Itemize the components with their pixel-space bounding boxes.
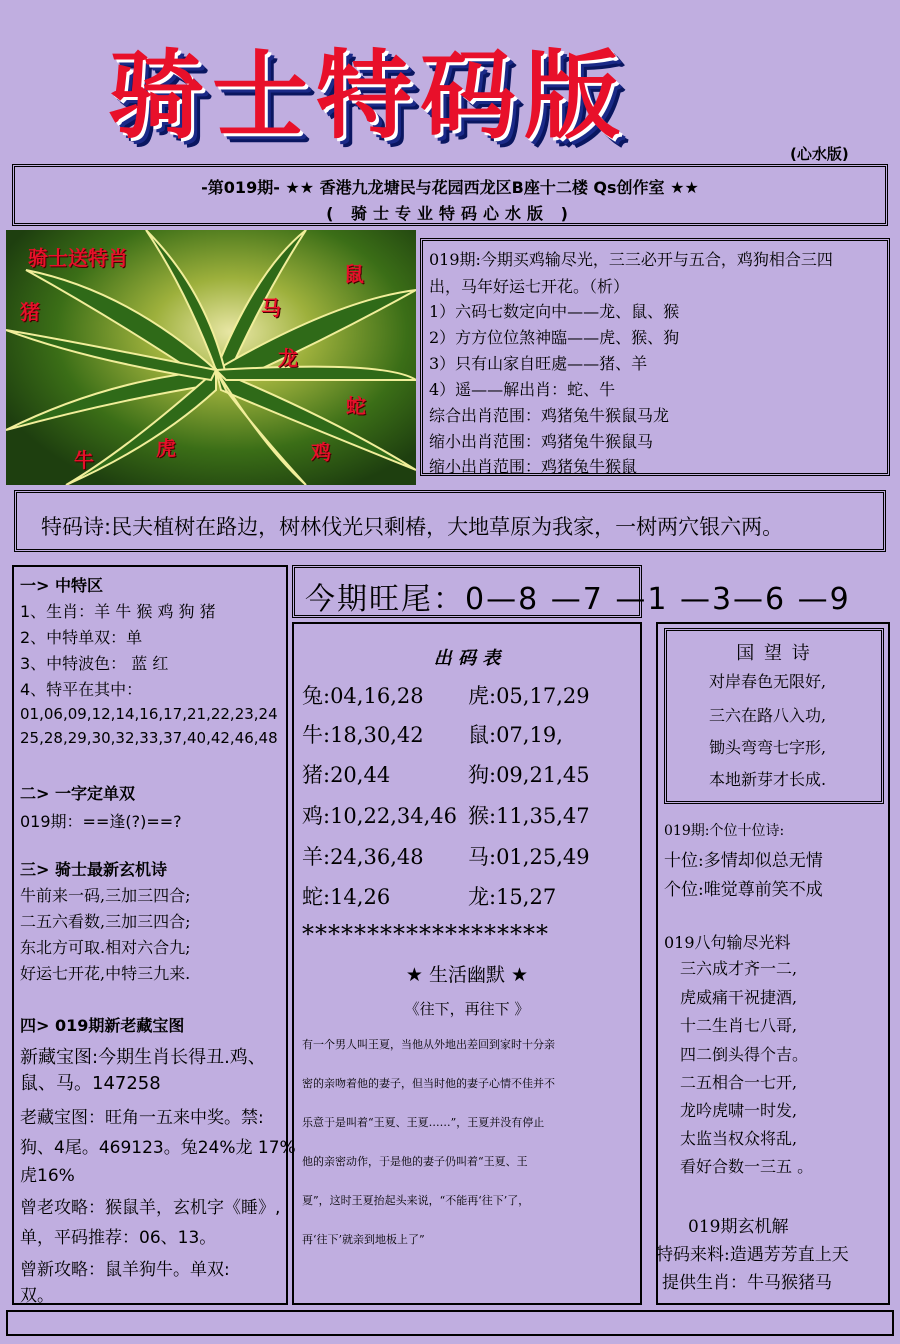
strategy-row: 曾新攻略：鼠羊狗牛。单双:	[20, 1260, 230, 1280]
table-cell: 狗:09,21,45	[468, 763, 590, 787]
zone-row: 3、中特波色： 蓝 红	[20, 654, 169, 673]
edition-label: (心水版)	[790, 145, 849, 163]
table-cell: 鸡:10,22,34,46	[302, 804, 457, 828]
header-line-2: ( 骑士专业特码心水版 )	[326, 204, 574, 223]
eight-row: 虎威痛干祝捷酒,	[680, 988, 798, 1007]
guowang-row: 三六在路八入功,	[709, 706, 827, 725]
story-line: 有一个男人叫王夏，当他从外地出差回到家时十分亲	[302, 1038, 555, 1051]
story-line: 他的亲密动作，于是他的妻子仍叫着“王夏、王	[302, 1155, 528, 1168]
section-title: 四> 019期新老藏宝图	[20, 1016, 185, 1035]
tail-text: 今期旺尾：0—8 —7 —1 —3—6 —9	[305, 582, 851, 617]
zone-row: 1、生肖：羊 牛 猴 鸡 狗 猪	[20, 602, 216, 621]
plant-photo	[6, 230, 416, 485]
star-divider: *******************	[302, 920, 549, 948]
treasure-row: 老藏宝图：旺角一五来中奖。禁:	[20, 1108, 264, 1128]
analysis-row: 2）方方位位煞神臨——虎、猴、狗	[429, 328, 680, 347]
analysis-row: 缩小出肖范围：鸡猪兔牛猴鼠马	[429, 432, 654, 451]
verse-row: 牛前来一码,三加三四合;	[20, 886, 191, 905]
table-cell: 龙:15,27	[468, 885, 557, 909]
page-title: 骑士特码版	[108, 40, 628, 152]
analysis-intro: 019期:今期买鸡输尽光，三三必开与五合，鸡狗相合三四	[429, 250, 833, 269]
digit-row: 个位:唯觉尊前笑不成	[664, 880, 823, 900]
analysis-row: 综合出肖范围：鸡猪兔牛猴鼠马龙	[429, 406, 670, 425]
treasure-row: 狗、4尾。469123。兔24%龙 17%	[20, 1138, 296, 1158]
strategy-row: 单，平码推荐：06、13。	[20, 1228, 217, 1248]
story-line: 夏”，这时王夏抬起头来说，“不能再‘往下’了，	[302, 1194, 530, 1207]
photo-label: 鸡	[311, 440, 331, 464]
treasure-row: 新藏宝图:今期生肖长得丑.鸡、	[20, 1047, 266, 1068]
eight-row: 太监当权众将乱,	[680, 1129, 798, 1148]
guowang-row: 锄头弯弯七字形,	[709, 738, 827, 757]
photo-label: 鼠	[344, 262, 364, 286]
number-row: 01,06,09,12,14,16,17,21,22,23,24	[20, 705, 278, 723]
photo-label: 蛇	[346, 394, 366, 418]
analysis-row: 4）遥——解出肖：蛇、牛	[429, 380, 616, 399]
guowang-row: 对岸春色无限好,	[709, 672, 827, 691]
table-cell: 马:01,25,49	[468, 845, 590, 869]
eight-row: 四二倒头得个吉。	[680, 1045, 809, 1064]
eight-row: 龙吟虎啸一时发,	[680, 1101, 798, 1120]
photo-label: 虎	[156, 436, 176, 460]
digit-row: 十位:多情却似总无情	[664, 851, 823, 871]
bottom-bar	[6, 1310, 894, 1336]
humor-title: ★ 生活幽默 ★	[405, 964, 529, 986]
zone-row: 2、中特单双：单	[20, 628, 143, 647]
section-title: 二> 一字定单双	[20, 784, 135, 803]
treasure-row: 鼠、马。147258	[20, 1073, 161, 1094]
eight-row: 三六成才齐一二,	[680, 959, 798, 978]
table-cell: 猪:20,44	[302, 763, 391, 787]
guowang-poem-box	[664, 628, 884, 804]
left-column	[12, 565, 296, 1306]
section-title: 一> 中特区	[20, 576, 103, 595]
analysis-row: 缩小出肖范围：鸡猪兔牛猴鼠	[429, 457, 638, 476]
poem-text: 特码诗:民夫植树在路边，树林伐光只剩椿，大地草原为我家，一树两穴银六两。	[41, 515, 784, 539]
table-cell: 牛:18,30,42	[302, 723, 424, 747]
middle-column	[292, 622, 642, 1305]
table-cell: 兔:04,16,28	[302, 684, 424, 708]
strategy-row: 双。	[20, 1286, 54, 1306]
story-line: 密的亲吻着他的妻子，但当时他的妻子心情不佳并不	[302, 1077, 555, 1090]
story-title: 《往下，再往下 》	[404, 1000, 530, 1018]
treasure-row: 虎16%	[20, 1166, 75, 1186]
analysis-panel	[420, 238, 890, 476]
verse-row: 东北方可取.相对六合九;	[20, 938, 191, 957]
photo-label: 龙	[278, 346, 298, 370]
guowang-title: 国 望 诗	[736, 643, 812, 664]
story-line: 再‘往下’就亲到地板上了”	[302, 1233, 425, 1246]
digit-title: 019期:个位十位诗:	[664, 823, 785, 839]
photo-label: 马	[261, 296, 281, 320]
table-cell: 蛇:14,26	[302, 885, 391, 909]
story-line: 乐意于是叫着“王夏、王夏……”，王夏并没有停止	[302, 1116, 545, 1129]
mystery-row: 提供生肖：牛马猴猪马	[662, 1273, 832, 1293]
verse-row: 二五六看数,三加三四合;	[20, 912, 191, 931]
odd-even-row: 019期：==逢(?)==?	[20, 812, 182, 831]
zone-row: 4、特平在其中：	[20, 680, 143, 699]
number-row: 25,28,29,30,32,33,37,40,42,46,48	[20, 729, 278, 747]
verse-row: 好运七开花,中特三九来.	[20, 964, 191, 983]
analysis-intro: 出，马年好运七开花。（析）	[429, 277, 630, 296]
header-band	[12, 164, 888, 226]
table-cell: 猴:11,35,47	[468, 804, 590, 828]
header-line-1: -第019期- ★★ 香港九龙塘民与花园西龙区B座十二楼 Qs创作室 ★★	[201, 178, 699, 197]
photo-label: 牛	[74, 448, 94, 472]
mystery-row: 特码来料:造遇芳芳直上天	[656, 1245, 849, 1265]
table-cell: 鼠:07,19,	[468, 723, 563, 747]
photo-caption: 骑士送特肖	[28, 246, 128, 270]
table-cell: 羊:24,36,48	[302, 845, 424, 869]
mystery-title: 019期玄机解	[688, 1217, 789, 1237]
strategy-row: 曾老攻略：猴鼠羊，玄机字《睡》,	[20, 1198, 281, 1218]
poem-banner	[14, 490, 886, 552]
photo-label: 猪	[20, 300, 40, 324]
eight-row: 十二生肖七八哥,	[680, 1016, 798, 1035]
analysis-row: 3）只有山家自旺處——猪、羊	[429, 354, 648, 373]
guowang-row: 本地新芽才长成.	[709, 770, 827, 789]
eight-row: 二五相合一七开,	[680, 1073, 798, 1092]
tail-banner	[292, 565, 851, 618]
eight-row: 看好合数一三五 。	[680, 1157, 814, 1176]
table-cell: 虎:05,17,29	[468, 684, 590, 708]
section-title: 三> 骑士最新玄机诗	[20, 860, 167, 879]
table-title: 出 码 表	[433, 648, 501, 669]
eight-title: 019八句输尽光料	[664, 933, 791, 952]
analysis-row: 1）六码七数定向中——龙、鼠、猴	[429, 302, 680, 321]
